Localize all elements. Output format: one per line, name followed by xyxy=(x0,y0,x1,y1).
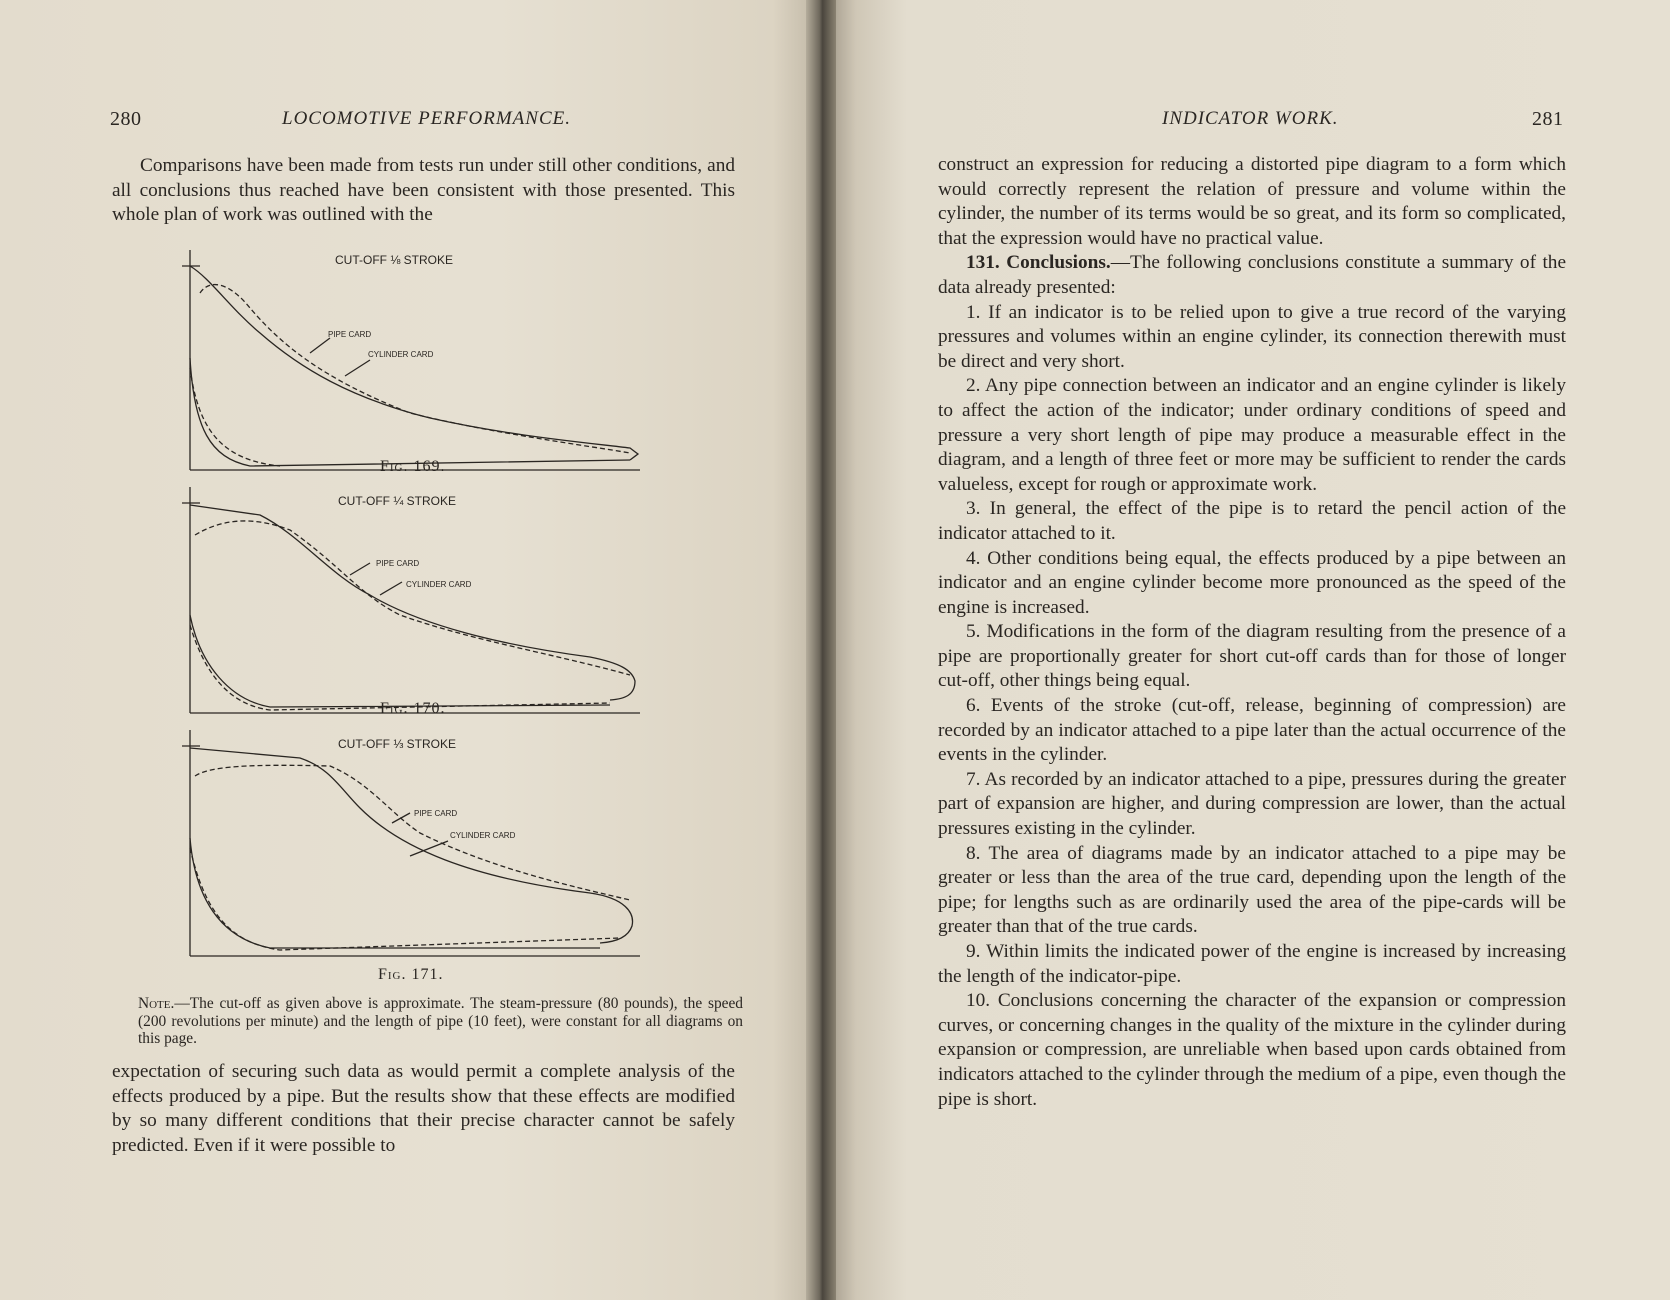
fig170-caption: Fig. 170. xyxy=(380,700,446,717)
fig169-pipe-card xyxy=(200,285,630,453)
right-opening-paragraph: construct an expression for reducing a distorted pipe diagram to a form which would correctly represent the relation of pressure and volume within the cylinder, the number of its terms would be so great, and its form so complicated, that the expression would have no practical value. xyxy=(938,154,1566,249)
conclusion-item: 3. In general, the effect of the pipe is to retard the pencil action of the indicator attached to it. xyxy=(938,498,1566,544)
conclusions-list xyxy=(938,301,1566,1113)
fig170-cutoff-label: CUT-OFF ¼ STROKE xyxy=(338,494,457,508)
fig171-cutoff-label: CUT-OFF ⅓ STROKE xyxy=(338,737,457,751)
fig170-cylinder-card xyxy=(190,505,635,700)
conclusion-item: 4. Other conditions being equal, the effects produced by a pipe between an indicator and an engine cylinder become more pronounced as the speed of the engine is increased. xyxy=(938,547,1566,618)
conclusion-item: 7. As recorded by an indicator attached to a pipe, pressures during the greater part of expansion are higher, and during compression are lower, than the actual pressures existing in the cylinder. xyxy=(938,768,1566,840)
fig169-pipe-label: PIPE CARD xyxy=(328,330,372,339)
figure-171 xyxy=(170,728,680,960)
fig169-cylinder-card xyxy=(190,266,638,460)
conclusion-item: 9. Within limits the indicated power of the engine is increased by increasing the length of the indicator-pipe. xyxy=(938,941,1566,987)
left-intro-paragraph: Comparisons have been made from tests run under still other conditions, and all conclusions thus reached have been consistent with those presented. This whole plan of work was outlined with the xyxy=(112,155,735,226)
conclusion-item: 8. The area of diagrams made by an indicator attached to a pipe may be greater or less than the area of the true card, depending upon the length of the pipe; for lengths such as are ordinarily used the area of the pipe-cards will be greater than that of the true cards. xyxy=(938,842,1566,938)
conclusion-item: 1. If an indicator is to be relied upon to give a true record of the varying pressures and volumes within an engine cylinder, its connection therewith must be direct and very short. xyxy=(938,301,1566,372)
section-131-heading xyxy=(938,251,1566,300)
fig171-cylinder-return xyxy=(190,838,600,948)
fig169-cutoff-label: CUT-OFF ⅛ STROKE xyxy=(335,253,454,267)
right-text-column xyxy=(938,153,1566,1112)
fig171-pipe-return xyxy=(190,848,620,950)
section-intro: —The following conclusions constitute a summary of the data already presented: xyxy=(938,252,1566,298)
fig170-cylinder-return xyxy=(190,615,610,707)
book-gutter xyxy=(806,0,836,1300)
fig169-cylinder-label: CYLINDER CARD xyxy=(368,350,434,359)
section-title: Conclusions. xyxy=(1006,252,1111,274)
section-number: 131. xyxy=(966,252,1000,274)
fig170-cylinder-label: CYLINDER CARD xyxy=(406,580,472,589)
note-text: —The cut-off as given above is approximate. The steam-pressure (80 pounds), the speed (200 revolutions per minute) and the length of pipe (10 feet), were constant for all diagrams on this page. xyxy=(138,995,743,1047)
left-running-head: LOCOMOTIVE PERFORMANCE. xyxy=(282,108,571,129)
figure-169 xyxy=(170,248,680,473)
figure-170 xyxy=(170,485,680,715)
fig169-caption: Fig. 169. xyxy=(380,458,446,475)
fig171-pipe-card xyxy=(195,765,630,900)
note-label: Note. xyxy=(138,995,175,1012)
conclusion-item: 10. Conclusions concerning the character of the expansion or compression curves, or concerning changes in the quality of the mixture in the cylinder during expansion or compression, are unreliable when based upon cards obtained from indicators attached to the cylinder through the medium of a pipe, even though the pipe is short. xyxy=(938,990,1566,1110)
conclusion-item: 2. Any pipe connection between an indicator and an engine cylinder is likely to affect the action of the indicator; under ordinary conditions of speed and pressure a very short length of pipe may produce a measurable effect in the diagram, and a length of three feet or more may be sufficient to render the cards valueless, except for rough or approximate work. xyxy=(938,375,1566,495)
conclusion-item: 6. Events of the stroke (cut-off, release, beginning of compression) are recorded by an indicator attached to a pipe later than the actual occurrence of the events in the cylinder. xyxy=(938,695,1566,766)
figure-note xyxy=(138,995,743,1048)
fig171-pipe-label: PIPE CARD xyxy=(414,809,458,818)
left-closing-paragraph: expectation of securing such data as would permit a complete analysis of the effects produced by a pipe. But the results show that these effects are modified by so many different conditions that their precise character cannot be safely predicted. Even if it were possible to xyxy=(112,1061,735,1156)
right-running-head: INDICATOR WORK. xyxy=(1162,108,1339,129)
conclusion-item: 5. Modifications in the form of the diagram resulting from the presence of a pipe are proportionally greater for short cut-off cards than for those of longer cut-off, other things being equal. xyxy=(938,621,1566,692)
fig171-caption: Fig. 171. xyxy=(378,966,444,983)
fig171-cylinder-label: CYLINDER CARD xyxy=(450,831,516,840)
fig171-cylinder-card xyxy=(190,748,633,943)
left-page-number: 280 xyxy=(110,108,142,130)
fig170-pipe-card xyxy=(195,521,630,675)
fig169-pipe-return xyxy=(190,368,280,466)
fig170-pipe-return xyxy=(190,625,610,710)
right-page-number: 281 xyxy=(1532,108,1564,130)
fig170-pipe-label: PIPE CARD xyxy=(376,559,420,568)
